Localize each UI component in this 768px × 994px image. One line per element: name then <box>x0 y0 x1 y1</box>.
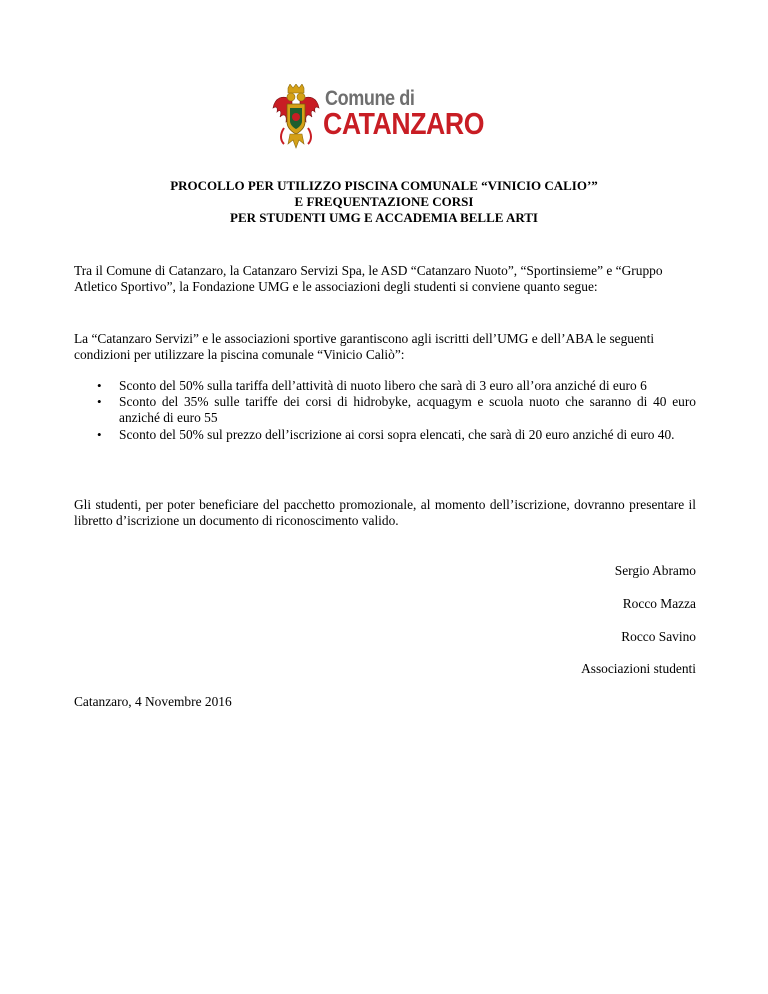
conditions-paragraph: La “Catanzaro Servizi” e le associazioni sportive garantiscono agli iscritti dell’UMG e dell’ABA le seguenti condizioni per utilizzare la piscina comunale “Vinicio Caliò”: <box>74 331 655 363</box>
title-line-2: E FREQUENTAZIONE CORSI <box>294 194 474 209</box>
logo-text-catanzaro: CATANZARO <box>323 106 485 141</box>
intro-paragraph: Tra il Comune di Catanzaro, la Catanzaro Servizi Spa, le ASD “Catanzaro Nuoto”, “Sportinsieme” e “Gruppo Atletico Sportivo”, la Fondazione UMG e le associazioni degli studenti si conviene quanto segue: <box>74 263 663 295</box>
logo-text-comune-di: Comune di <box>325 87 415 110</box>
discount-list <box>74 378 696 443</box>
title-line-1: PROCOLLO PER UTILIZZO PISCINA COMUNALE “VINICIO CALIO’” <box>170 178 598 193</box>
list-item <box>74 394 696 426</box>
document-title <box>0 178 768 226</box>
signature-sergio-abramo: Sergio Abramo <box>614 563 696 578</box>
title-line-3: PER STUDENTI UMG E ACCADEMIA BELLE ARTI <box>230 210 538 225</box>
list-item <box>74 427 696 443</box>
closing-paragraph: Gli studenti, per poter beneficiare del pacchetto promozionale, al momento dell’iscrizione, dovranno presentare il libretto d’iscrizione un documento di riconoscimento valido. <box>74 497 696 529</box>
comune-di-catanzaro-logo <box>272 84 498 150</box>
bullet-icon: • <box>97 378 102 393</box>
list-item-text: Sconto del 50% sulla tariffa dell’attività di nuoto libero che sarà di 3 euro all’ora anziché di euro 6 <box>119 378 647 393</box>
bullet-icon: • <box>97 426 102 442</box>
list-item-text: Sconto del 35% sulle tariffe dei corsi di hidrobyke, acquagym e scuola nuoto che saranno di 40 euro anziché di euro 55 <box>119 394 696 426</box>
bullet-icon: • <box>97 394 102 410</box>
place-and-date: Catanzaro, 4 Novembre 2016 <box>74 694 232 709</box>
list-item-text: Sconto del 50% sul prezzo dell’iscrizione ai corsi sopra elencati, che sarà di 20 euro anziché di euro 40. <box>119 426 675 442</box>
coat-of-arms-icon <box>272 84 320 150</box>
signature-rocco-mazza: Rocco Mazza <box>622 596 696 611</box>
list-item <box>74 378 696 394</box>
signature-rocco-savino: Rocco Savino <box>621 629 696 644</box>
signature-associazioni-studenti: Associazioni studenti <box>581 661 696 676</box>
